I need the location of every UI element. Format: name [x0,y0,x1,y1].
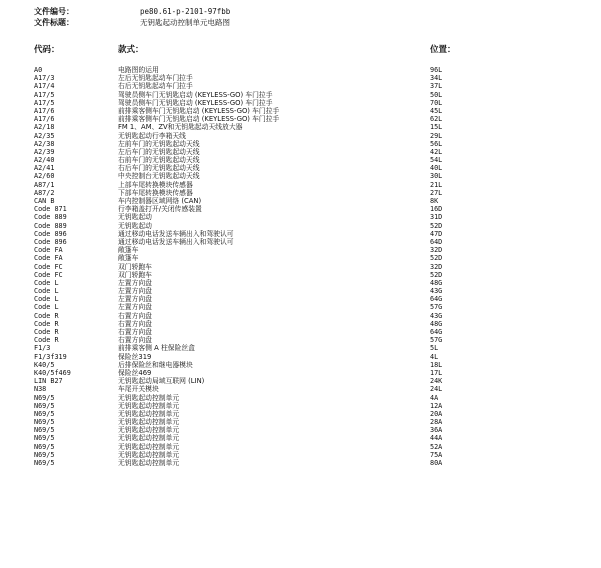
component-code: Code R [34,311,59,320]
component-description: 前排乘客侧车门无钥匙启动 (KEYLESS-GO) 车门拉手 [118,106,280,115]
component-position: 24L [430,385,443,394]
component-description: 无钥匙起动控制单元 [118,393,180,402]
component-description: 无钥匙起动控制单元 [118,434,180,443]
component-position: 64D [430,237,443,246]
component-description: 后排保险丝和继电器模块 [118,360,193,369]
component-description: 电路图的运用 [118,66,159,74]
component-description: 驾驶员侧车门无钥匙启动 (KEYLESS-GO) 车门拉手 [118,90,273,99]
component-position: 20A [430,409,443,418]
component-position: 31D [430,213,443,222]
table-row [0,197,601,205]
component-code: N69/5 [34,450,55,459]
table-row [0,172,601,180]
component-description: 无钥匙起动行李箱天线 [118,131,186,140]
table-row [0,385,601,393]
component-code: N69/5 [34,434,55,443]
component-position: 48G [430,319,443,328]
component-position: 64G [430,295,443,304]
component-code: LIN B27 [34,377,63,386]
table-row [0,263,601,271]
component-code: K40/5f469 [34,368,71,377]
component-description: 上部车尾转换模块传感器 [118,180,193,189]
component-description: 右置方向盘 [118,328,152,336]
component-position: 30L [430,172,443,181]
component-position: 28A [430,418,443,427]
component-description: 左置方向盘 [118,278,152,287]
component-description: 左置方向盘 [118,303,152,312]
component-position: 70L [430,98,443,107]
table-row [0,271,601,279]
component-code: A17/4 [34,82,55,91]
component-code: A87/1 [34,180,55,189]
component-position: 18L [430,360,443,369]
component-position: 34L [430,74,443,83]
component-description: 无钥匙起动控制单元 [118,418,180,427]
table-row [0,107,601,115]
component-code: Code L [34,278,59,287]
component-description: 通过移动电话发送车辆出入和驾驶认可 [118,237,234,246]
component-code: A2/38 [34,139,55,148]
component-position: 45L [430,106,443,115]
doc-title-label: 文件标题： [34,18,74,27]
component-description: 右后无钥匙起动车门拉手 [118,82,193,91]
component-code: N69/5 [34,409,55,418]
component-position: 42L [430,147,443,156]
component-position: 37L [430,82,443,91]
component-code: A2/60 [34,172,55,181]
component-code: Code R [34,319,59,328]
component-position: 32D [430,246,443,255]
component-description: 双门轿跑车 [118,262,152,271]
component-code: N69/5 [34,393,55,402]
component-description: 右置方向盘 [118,336,152,345]
component-position: 52D [430,221,443,230]
component-code: Code FA [34,246,63,255]
component-position: 8K [430,197,439,205]
component-position: 12A [430,401,443,410]
description-column-header: 款式： [118,45,144,55]
component-description: 左置方向盘 [118,287,152,296]
table-row [0,295,601,303]
table-row [0,377,601,385]
component-description: 敞篷车 [118,246,139,255]
table-row [0,287,601,295]
component-position: 75A [430,450,443,459]
table-row [0,426,601,434]
table-row [0,459,601,467]
component-position: 80A [430,459,443,467]
component-description: 左后无钥匙起动车门拉手 [118,74,193,83]
component-description: 车内控制器区域网络 (CAN) [118,197,202,205]
component-code: A17/6 [34,106,55,115]
component-position: 29L [430,131,443,140]
component-code: Code FC [34,262,63,271]
position-column-header: 位置： [430,45,456,55]
table-row [0,434,601,442]
table-row [0,410,601,418]
component-position: 57G [430,303,443,312]
component-position: 54L [430,156,443,165]
component-code: N69/5 [34,442,55,451]
table-row [0,99,601,107]
component-code: A17/5 [34,98,55,107]
table-row [0,246,601,254]
component-code: Code R [34,336,59,345]
component-code: CAN B [34,197,55,205]
table-row [0,418,601,426]
component-code: A0 [34,66,43,74]
component-code: N38 [34,385,47,394]
table-row [0,91,601,99]
table-row [0,394,601,402]
component-position: 52A [430,442,443,451]
component-description: 中央控制台无钥匙起动天线 [118,172,200,181]
table-row [0,164,601,172]
table-row [0,156,601,164]
component-code: F1/3 [34,344,51,353]
table-row [0,312,601,320]
table-row [0,369,601,377]
component-code: A2/41 [34,164,55,173]
component-description: 无钥匙起动控制单元 [118,409,180,418]
component-position: 36A [430,426,443,435]
table-row [0,320,601,328]
component-description: 左后车门的无钥匙起动天线 [118,147,200,156]
table-row [0,238,601,246]
table-row [0,66,601,74]
component-code: A2/35 [34,131,55,140]
table-row [0,115,601,123]
table-row [0,279,601,287]
component-code: K40/5 [34,360,55,369]
table-row [0,230,601,238]
component-position: 52D [430,254,443,263]
component-code: Code FC [34,270,63,279]
table-row [0,402,601,410]
component-code: N69/5 [34,418,55,427]
component-code: Code L [34,303,59,312]
table-row [0,353,601,361]
component-position: 15L [430,123,443,132]
component-description: 左置方向盘 [118,295,152,304]
component-description: 无钥匙起动控制单元 [118,450,180,459]
table-row [0,328,601,336]
table-row [0,303,601,311]
table-row [0,336,601,344]
table-row [0,205,601,213]
doc-number-value: pe80.61-p-2101-97fbb [140,7,231,16]
component-position: 62L [430,115,443,124]
component-description: 通过移动电话发送车辆出入和驾驶认可 [118,229,234,238]
component-code: Code 889 [34,213,67,222]
table-row [0,213,601,221]
component-code: F1/3f319 [34,352,67,361]
component-description: 敞篷车 [118,254,139,263]
component-description: 无钥匙起动控制单元 [118,426,180,435]
component-description: 无钥匙起动 [118,221,152,230]
component-description: 行李箱盖打开/关闭传感装置 [118,205,202,214]
component-position: 57G [430,336,443,345]
component-position: 52D [430,270,443,279]
component-code: A17/3 [34,74,55,83]
table-row [0,189,601,197]
table-row [0,451,601,459]
component-code: N69/5 [34,459,55,467]
component-position: 50L [430,90,443,99]
component-position: 47D [430,229,443,238]
component-code: A17/5 [34,90,55,99]
table-row [0,140,601,148]
component-code: Code FA [34,254,63,263]
component-code: Code 889 [34,221,67,230]
component-description: 无钥匙起动 [118,213,152,222]
component-position: 21L [430,180,443,189]
table-row [0,123,601,131]
table-row [0,443,601,451]
table-row [0,254,601,262]
table-row [0,74,601,82]
component-position: 5L [430,344,439,353]
component-description: 下部车尾转换模块传感器 [118,188,193,197]
table-row [0,148,601,156]
component-code: Code R [34,328,59,336]
component-description: 右置方向盘 [118,311,152,320]
table-row [0,132,601,140]
component-position: 27L [430,188,443,197]
component-description: 保险丝319 [118,352,152,361]
component-position: 44A [430,434,443,443]
component-code: Code L [34,287,59,296]
table-row [0,82,601,90]
component-description: 无钥匙起动局域互联网 (LIN) [118,377,205,386]
component-position: 4A [430,393,439,402]
component-code: N69/5 [34,401,55,410]
component-code: Code 896 [34,229,67,238]
code-column-header: 代码： [34,45,60,55]
doc-title-value: 无钥匙起动控制单元电路图 [140,18,230,27]
component-position: 16D [430,205,443,214]
table-row [0,181,601,189]
component-position: 17L [430,368,443,377]
component-position: 43G [430,287,443,296]
component-code: A2/18 [34,123,55,132]
component-code: Code 871 [34,205,67,214]
component-position: 96L [430,66,443,74]
component-code: Code L [34,295,59,304]
component-description: 右置方向盘 [118,319,152,328]
doc-number-label: 文件编号： [34,7,74,16]
component-position: 24K [430,377,443,386]
component-description: 车尾开关模块 [118,385,159,394]
component-position: 43G [430,311,443,320]
component-code: A2/39 [34,147,55,156]
component-description: 前排乘客侧 A 柱保险丝盒 [118,344,195,353]
component-code: A87/2 [34,188,55,197]
component-description: 保险丝469 [118,368,152,377]
component-description: 左前车门的无钥匙起动天线 [118,139,200,148]
table-row [0,344,601,352]
component-description: 右后车门的无钥匙起动天线 [118,164,200,173]
table-row [0,361,601,369]
component-description: 无钥匙起动控制单元 [118,401,180,410]
component-code: A17/6 [34,115,55,124]
component-position: 48G [430,278,443,287]
component-position: 40L [430,164,443,173]
component-position: 56L [430,139,443,148]
component-description: 无钥匙起动控制单元 [118,459,180,467]
component-code: A2/40 [34,156,55,165]
component-description: 右前车门的无钥匙起动天线 [118,156,200,165]
component-code: Code 896 [34,237,67,246]
table-row [0,222,601,230]
component-table [0,66,601,467]
component-position: 32D [430,262,443,271]
component-description: 双门轿跑车 [118,270,152,279]
component-position: 64G [430,328,443,336]
component-description: 驾驶员侧车门无钥匙启动 (KEYLESS-GO) 车门拉手 [118,98,273,107]
component-description: FM 1、AM、ZV和无钥匙起动天线放大器 [118,123,243,132]
component-description: 前排乘客侧车门无钥匙启动 (KEYLESS-GO) 车门拉手 [118,115,280,124]
component-code: N69/5 [34,426,55,435]
component-position: 4L [430,352,439,361]
component-description: 无钥匙起动控制单元 [118,442,180,451]
